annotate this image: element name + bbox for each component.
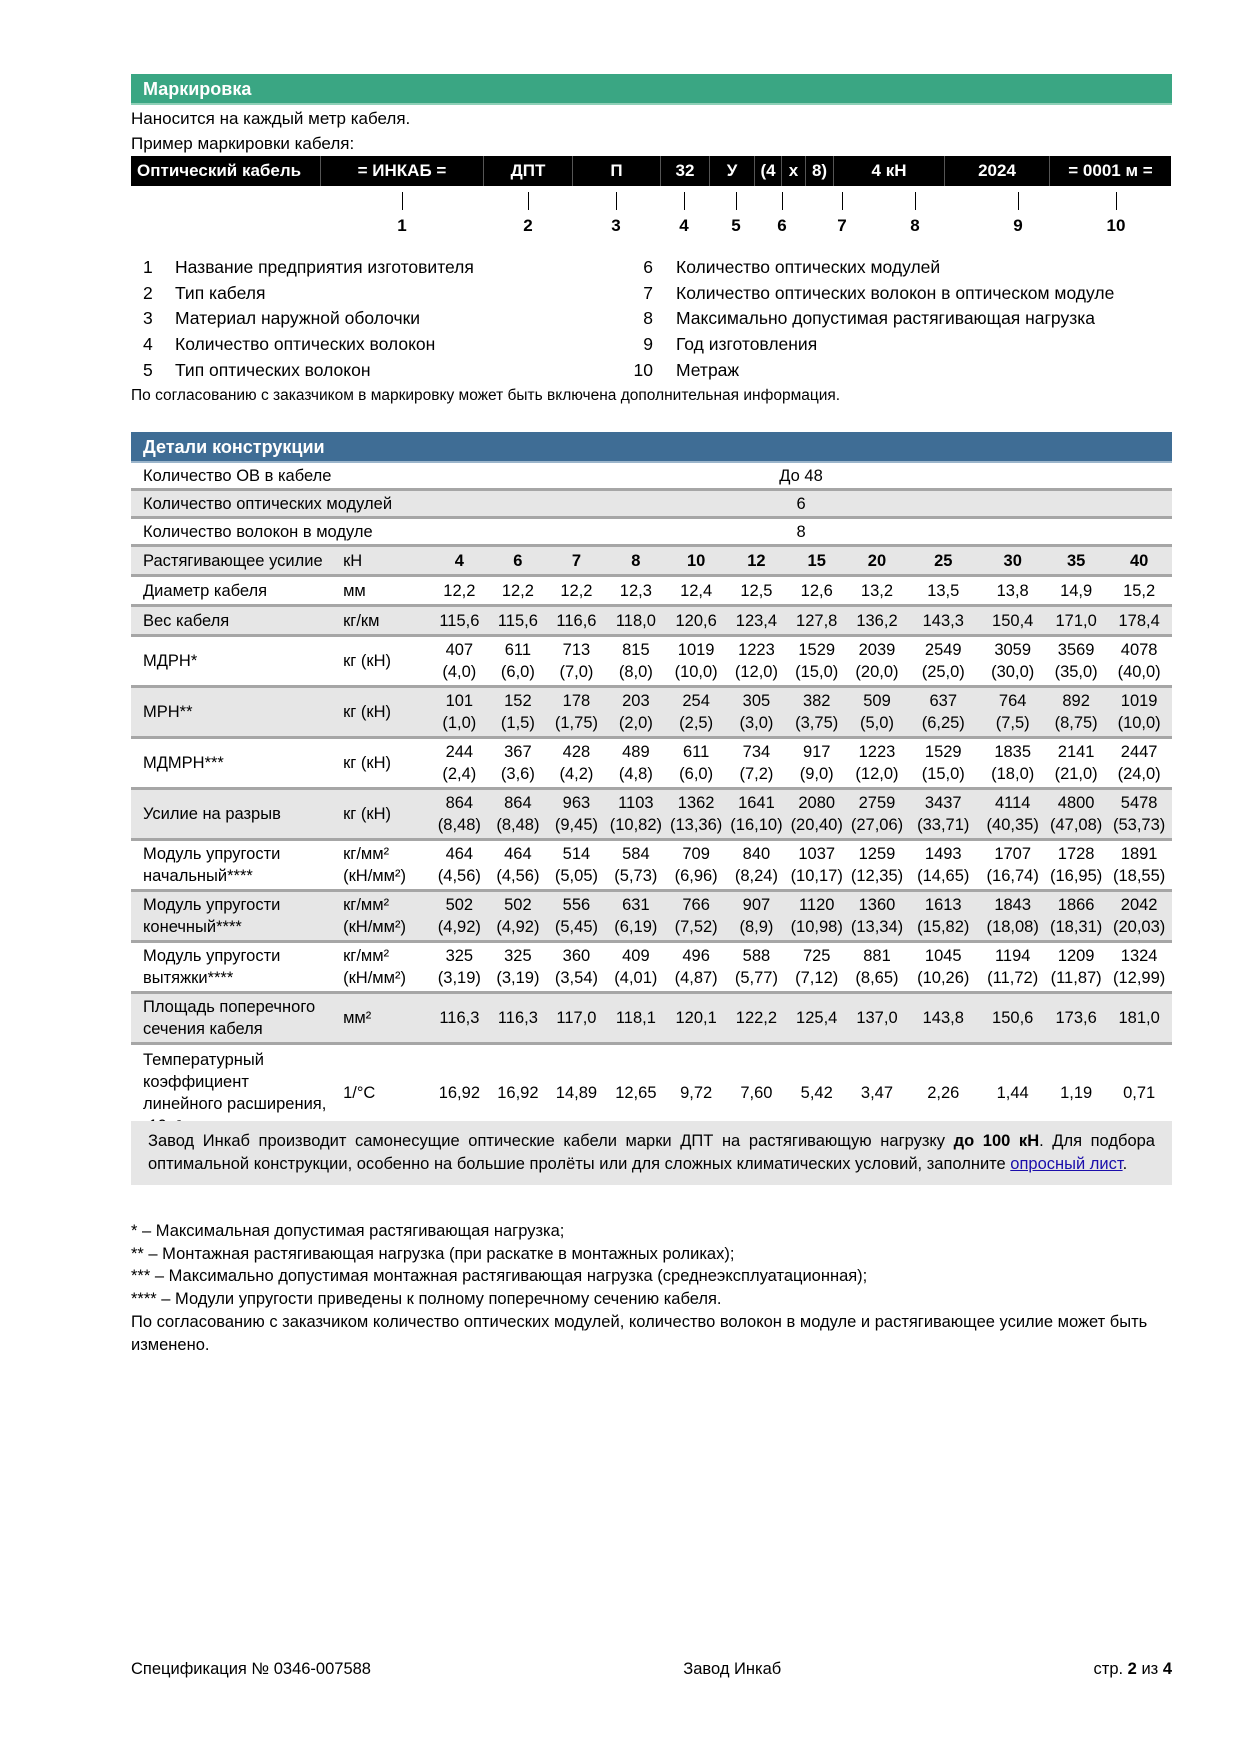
row-value: 173,6 (1046, 993, 1106, 1044)
row-unit: кг/км (333, 606, 430, 636)
legend-item (131, 255, 474, 281)
row-value: 360 (3,54) (547, 942, 606, 993)
row-value: 123,4 (726, 606, 786, 636)
row-value: 14,89 (547, 1044, 606, 1142)
table-row (131, 891, 1172, 942)
tick-number: 2 (523, 216, 533, 235)
row-value: 35 (1046, 546, 1106, 576)
marking-extra-info: По согласованию с заказчиком в маркировку может быть включена дополнительная информация. (131, 387, 841, 404)
row-value: 12,2 (489, 576, 548, 606)
row-value: 325 (3,19) (430, 942, 489, 993)
row-value: 3437 (33,71) (907, 789, 979, 840)
row-value: 917 (9,0) (787, 738, 847, 789)
row-value: 2080 (20,40) (787, 789, 847, 840)
row-value: 5478 (53,73) (1106, 789, 1172, 840)
row-value: 143,8 (907, 993, 979, 1044)
legend-item (631, 306, 1114, 332)
row-value: 1891 (18,55) (1106, 840, 1172, 891)
row-unit: кг/мм² (кН/мм²) (333, 891, 430, 942)
construction-table (131, 463, 1172, 1143)
row-value: 766 (7,52) (666, 891, 726, 942)
tick-number: 10 (1106, 216, 1126, 235)
row-value: 2549 (25,0) (907, 636, 979, 687)
row-value: 125,4 (787, 993, 847, 1044)
row-value: 1360 (13,34) (847, 891, 907, 942)
construction-title: Детали конструкции (143, 437, 325, 457)
row-value: 12,5 (726, 576, 786, 606)
tick-line (1116, 192, 1117, 210)
row-value: 171,0 (1046, 606, 1106, 636)
marking-tick (762, 192, 802, 236)
table-row (131, 789, 1172, 840)
marking-tick (596, 192, 636, 236)
legend-number: 10 (633, 359, 653, 380)
legend-text: Тип кабеля (175, 282, 266, 303)
legend-text: Метраж (676, 359, 740, 380)
row-value: 16,92 (489, 1044, 548, 1142)
row-value: 496 (4,87) (666, 942, 726, 993)
legend-text: Количество оптических волокон (175, 334, 436, 355)
row-value: 2,26 (907, 1044, 979, 1142)
marking-example-bar (131, 156, 1171, 186)
row-value: 120,6 (666, 606, 726, 636)
legend-text: Количество оптических волокон в оптическом модуле (676, 282, 1115, 303)
legend-item (131, 281, 474, 307)
row-value: До 48 (430, 463, 1172, 490)
row-unit: кг/мм² (кН/мм²) (333, 942, 430, 993)
tick-line (528, 192, 529, 210)
marking-segment: (4 (755, 156, 782, 186)
row-value: 15 (787, 546, 847, 576)
row-value: 1194 (11,72) (979, 942, 1046, 993)
row-value: 963 (9,45) (547, 789, 606, 840)
marking-tick (664, 192, 704, 236)
legend-item (131, 306, 474, 332)
row-value: 9,72 (666, 1044, 726, 1142)
legend-text: Тип оптических волокон (175, 359, 371, 380)
row-value: 1019 (10,0) (666, 636, 726, 687)
legend-item (631, 358, 1114, 384)
marking-segment: Оптический кабель (131, 156, 321, 186)
row-value: 8 (606, 546, 666, 576)
marking-desc: Наносится на каждый метр кабеля. (131, 109, 411, 128)
table-row (131, 490, 1172, 518)
marking-legend-right (631, 255, 1114, 384)
legend-item (631, 332, 1114, 358)
row-unit: кг/мм² (кН/мм²) (333, 840, 430, 891)
tick-line (736, 192, 737, 210)
marking-example-label: Пример маркировки кабеля: (131, 134, 355, 153)
row-value: 734 (7,2) (726, 738, 786, 789)
legend-number: 6 (643, 257, 653, 277)
row-value: 8 (430, 518, 1172, 546)
row-value: 1707 (16,74) (979, 840, 1046, 891)
row-value: 1037 (10,17) (787, 840, 847, 891)
row-value: 30 (979, 546, 1046, 576)
row-value: 178,4 (1106, 606, 1172, 636)
row-value: 13,8 (979, 576, 1046, 606)
row-label: Модуль упругости вытяжки**** (131, 942, 333, 993)
row-unit: кг (кН) (333, 636, 430, 687)
legend-number: 3 (143, 308, 153, 329)
row-unit: 1/°C (333, 1044, 430, 1142)
footnotes (131, 1220, 1172, 1356)
row-value: 1529 (15,0) (787, 636, 847, 687)
row-label: МРН** (131, 687, 333, 738)
table-row (131, 942, 1172, 993)
row-value: 502 (4,92) (430, 891, 489, 942)
row-value: 1613 (15,82) (907, 891, 979, 942)
row-value: 1259 (12,35) (847, 840, 907, 891)
row-value: 1019 (10,0) (1106, 687, 1172, 738)
marking-tick (716, 192, 756, 236)
row-value: 40 (1106, 546, 1172, 576)
row-unit: кг (кН) (333, 789, 430, 840)
row-value: 7 (547, 546, 606, 576)
row-value: 1223 (12,0) (726, 636, 786, 687)
legend-text: Количество оптических модулей (676, 257, 941, 277)
row-value: 1529 (15,0) (907, 738, 979, 789)
legend-text: Название предприятия изготовителя (175, 257, 474, 277)
legend-item (631, 281, 1114, 307)
tick-number: 5 (731, 216, 741, 235)
row-value: 13,2 (847, 576, 907, 606)
row-value: 115,6 (489, 606, 548, 636)
table-row (131, 518, 1172, 546)
legend-text: Максимально допустимая растягивающая нагрузка (676, 308, 1096, 329)
row-value: 3059 (30,0) (979, 636, 1046, 687)
marking-tick (382, 192, 422, 236)
row-label: МДМРН*** (131, 738, 333, 789)
legend-number: 5 (143, 359, 153, 380)
row-value: 116,3 (489, 993, 548, 1044)
row-value: 907 (8,9) (726, 891, 786, 942)
note-box: Завод Инкаб производит самонесущие оптические кабели марки ДПТ на растягивающую нагрузку до 100 кН. Для подбора оптимальной конструкции, особенно на большие пролёты или для сложных климатических условий, заполните опросный лист. (131, 1121, 1172, 1185)
tick-line (782, 192, 783, 210)
row-value: 0,71 (1106, 1044, 1172, 1142)
row-value: 588 (5,77) (726, 942, 786, 993)
questionnaire-link[interactable]: опросный лист (1010, 1155, 1123, 1173)
footer-company: Завод Инкаб (683, 1660, 782, 1678)
row-value: 12,2 (430, 576, 489, 606)
marking-segment: 4 кН (834, 156, 945, 186)
legend-item (131, 332, 474, 358)
legend-number: 1 (143, 257, 153, 277)
row-value: 244 (2,4) (430, 738, 489, 789)
row-value: 509 (5,0) (847, 687, 907, 738)
row-value: 4114 (40,35) (979, 789, 1046, 840)
tick-line (1018, 192, 1019, 210)
table-row (131, 546, 1172, 576)
footnote: ** – Монтажная растягивающая нагрузка (при раскатке в монтажных роликах); (131, 1244, 735, 1263)
marking-segment: 8) (806, 156, 834, 186)
row-value: 12,65 (606, 1044, 666, 1142)
tick-number: 3 (611, 216, 621, 235)
row-value: 1324 (12,99) (1106, 942, 1172, 993)
row-value: 325 (3,19) (489, 942, 548, 993)
marking-segment: У (710, 156, 755, 186)
row-value: 881 (8,65) (847, 942, 907, 993)
note-bold: до 100 кН (953, 1132, 1040, 1150)
row-value: 127,8 (787, 606, 847, 636)
row-value: 409 (4,01) (606, 942, 666, 993)
row-value: 2141 (21,0) (1046, 738, 1106, 789)
row-unit: мм² (333, 993, 430, 1044)
row-value: 514 (5,05) (547, 840, 606, 891)
row-value: 611 (6,0) (666, 738, 726, 789)
row-value: 15,2 (1106, 576, 1172, 606)
row-value: 1843 (18,08) (979, 891, 1046, 942)
table-row (131, 636, 1172, 687)
legend-number: 8 (643, 308, 653, 329)
row-label: Растягивающее усилие (131, 546, 333, 576)
row-value: 5,42 (787, 1044, 847, 1142)
footnote: * – Максимальная допустимая растягивающая нагрузка; (131, 1222, 565, 1240)
page-footer (131, 1660, 1172, 1679)
footnote: *** – Максимально допустимая монтажная растягивающая нагрузка (среднеэксплуатационная); (131, 1267, 868, 1286)
row-value: 1835 (18,0) (979, 738, 1046, 789)
row-value: 143,3 (907, 606, 979, 636)
row-value: 725 (7,12) (787, 942, 847, 993)
row-value: 815 (8,0) (606, 636, 666, 687)
row-value: 428 (4,2) (547, 738, 606, 789)
row-value: 2042 (20,03) (1106, 891, 1172, 942)
marking-segment: П (573, 156, 661, 186)
row-label: Количество ОВ в кабеле (131, 463, 430, 490)
row-value: 115,6 (430, 606, 489, 636)
row-value: 502 (4,92) (489, 891, 548, 942)
row-value: 1362 (13,36) (666, 789, 726, 840)
table-row (131, 606, 1172, 636)
row-value: 631 (6,19) (606, 891, 666, 942)
row-value: 10 (666, 546, 726, 576)
row-value: 178 (1,75) (547, 687, 606, 738)
row-label: Количество оптических модулей (131, 490, 430, 518)
row-label: Диаметр кабеля (131, 576, 333, 606)
row-value: 7,60 (726, 1044, 786, 1142)
row-value: 12 (726, 546, 786, 576)
row-value: 116,6 (547, 606, 606, 636)
row-value: 1045 (10,26) (907, 942, 979, 993)
row-label: Модуль упругости конечный**** (131, 891, 333, 942)
row-label: Площадь поперечного сечения кабеля (131, 993, 333, 1044)
table-row (131, 993, 1172, 1044)
row-value: 2759 (27,06) (847, 789, 907, 840)
row-value: 117,0 (547, 993, 606, 1044)
tick-line (402, 192, 403, 210)
row-value: 4800 (47,08) (1046, 789, 1106, 840)
row-label: Температурный коэффициент линейного расширения, (131, 1044, 333, 1142)
row-value: 20 (847, 546, 907, 576)
row-value: 12,4 (666, 576, 726, 606)
legend-text: Материал наружной оболочки (175, 308, 421, 329)
legend-number: 4 (143, 334, 153, 355)
row-value: 637 (6,25) (907, 687, 979, 738)
tick-number: 7 (837, 216, 847, 235)
row-value: 489 (4,8) (606, 738, 666, 789)
row-value: 1120 (10,98) (787, 891, 847, 942)
tick-line (684, 192, 685, 210)
row-value: 1866 (18,31) (1046, 891, 1106, 942)
row-unit: кН (333, 546, 430, 576)
row-value: 14,9 (1046, 576, 1106, 606)
row-value: 254 (2,5) (666, 687, 726, 738)
row-value: 12,3 (606, 576, 666, 606)
row-value: 4078 (40,0) (1106, 636, 1172, 687)
row-value: 864 (8,48) (430, 789, 489, 840)
tick-number: 1 (397, 216, 407, 235)
row-value: 709 (6,96) (666, 840, 726, 891)
row-label: Модуль упругости начальный**** (131, 840, 333, 891)
table-row (131, 840, 1172, 891)
row-value: 892 (8,75) (1046, 687, 1106, 738)
row-value: 611 (6,0) (489, 636, 548, 687)
marking-segment: = ИНКАБ = (321, 156, 484, 186)
row-value: 1493 (14,65) (907, 840, 979, 891)
marking-title: Маркировка (143, 79, 252, 99)
tick-line (842, 192, 843, 210)
marking-tick (508, 192, 548, 236)
marking-segment: 32 (661, 156, 710, 186)
table-row (131, 576, 1172, 606)
row-value: 12,2 (547, 576, 606, 606)
marking-tick (998, 192, 1038, 236)
row-value: 305 (3,0) (726, 687, 786, 738)
row-unit: кг (кН) (333, 687, 430, 738)
legend-number: 2 (143, 282, 153, 303)
row-value: 3,47 (847, 1044, 907, 1142)
marking-section-header (131, 74, 1172, 105)
row-value: 764 (7,5) (979, 687, 1046, 738)
row-value: 864 (8,48) (489, 789, 548, 840)
row-label: Усилие на разрыв (131, 789, 333, 840)
table-row (131, 463, 1172, 490)
table-row (131, 738, 1172, 789)
legend-text: Год изготовления (676, 334, 818, 355)
row-value: 2039 (20,0) (847, 636, 907, 687)
row-value: 1209 (11,87) (1046, 942, 1106, 993)
row-value: 118,1 (606, 993, 666, 1044)
tick-line (616, 192, 617, 210)
row-value: 367 (3,6) (489, 738, 548, 789)
row-value: 203 (2,0) (606, 687, 666, 738)
row-value: 150,6 (979, 993, 1046, 1044)
legend-number: 7 (643, 282, 653, 303)
row-value: 122,2 (726, 993, 786, 1044)
row-value: 1223 (12,0) (847, 738, 907, 789)
row-unit: мм (333, 576, 430, 606)
marking-legend-left (131, 255, 474, 384)
row-value: 382 (3,75) (787, 687, 847, 738)
row-value: 840 (8,24) (726, 840, 786, 891)
footnote: **** – Модули упругости приведены к полному поперечному сечению кабеля. (131, 1290, 722, 1309)
row-value: 137,0 (847, 993, 907, 1044)
row-value: 118,0 (606, 606, 666, 636)
row-value: 556 (5,45) (547, 891, 606, 942)
row-value: 1641 (16,10) (726, 789, 786, 840)
row-value: 407 (4,0) (430, 636, 489, 687)
row-value: 4 (430, 546, 489, 576)
tick-number: 9 (1013, 216, 1023, 235)
construction-section-header (131, 432, 1172, 463)
row-value: 1,19 (1046, 1044, 1106, 1142)
row-value: 6 (430, 490, 1172, 518)
tick-number: 4 (679, 216, 689, 235)
row-value: 584 (5,73) (606, 840, 666, 891)
tick-number: 6 (777, 216, 787, 235)
row-value: 16,92 (430, 1044, 489, 1142)
row-value: 12,6 (787, 576, 847, 606)
tick-line (915, 192, 916, 210)
footer-spec-number: Спецификация № 0346-007588 (131, 1660, 371, 1678)
legend-item (631, 255, 1114, 281)
row-value: 101 (1,0) (430, 687, 489, 738)
legend-number: 9 (643, 334, 653, 355)
row-value: 1,44 (979, 1044, 1046, 1142)
row-value: 181,0 (1106, 993, 1172, 1044)
row-unit: кг (кН) (333, 738, 430, 789)
row-value: 136,2 (847, 606, 907, 636)
marking-segment: = 0001 м = (1068, 161, 1153, 180)
footer-page-number: стр. 2 из 4 (1093, 1660, 1172, 1678)
row-value: 713 (7,0) (547, 636, 606, 687)
row-value: 25 (907, 546, 979, 576)
row-label: Вес кабеля (131, 606, 333, 636)
legend-item (131, 358, 474, 384)
row-value: 6 (489, 546, 548, 576)
row-value: 2447 (24,0) (1106, 738, 1172, 789)
footnote: По согласованию с заказчиком количество оптических модулей, количество волокон в модуле и растягивающее усилие может быть изменено. (131, 1312, 1148, 1354)
row-label: Количество волокон в модуле (131, 518, 430, 546)
marking-tick (1096, 192, 1136, 236)
row-value: 1103 (10,82) (606, 789, 666, 840)
row-value: 150,4 (979, 606, 1046, 636)
row-value: 13,5 (907, 576, 979, 606)
row-value: 120,1 (666, 993, 726, 1044)
row-value: 1728 (16,95) (1046, 840, 1106, 891)
marking-tick (822, 192, 862, 236)
row-value: 116,3 (430, 993, 489, 1044)
row-value: 152 (1,5) (489, 687, 548, 738)
table-row (131, 687, 1172, 738)
marking-segment: ДПТ (484, 156, 573, 186)
marking-index-ticks (131, 192, 1171, 242)
row-value: 3569 (35,0) (1046, 636, 1106, 687)
row-value: 464 (4,56) (489, 840, 548, 891)
marking-segment: 2024 (945, 156, 1050, 186)
marking-tick (895, 192, 935, 236)
tick-number: 8 (910, 216, 920, 235)
row-label: МДРН* (131, 636, 333, 687)
marking-segment: х (782, 156, 806, 186)
row-value: 464 (4,56) (430, 840, 489, 891)
